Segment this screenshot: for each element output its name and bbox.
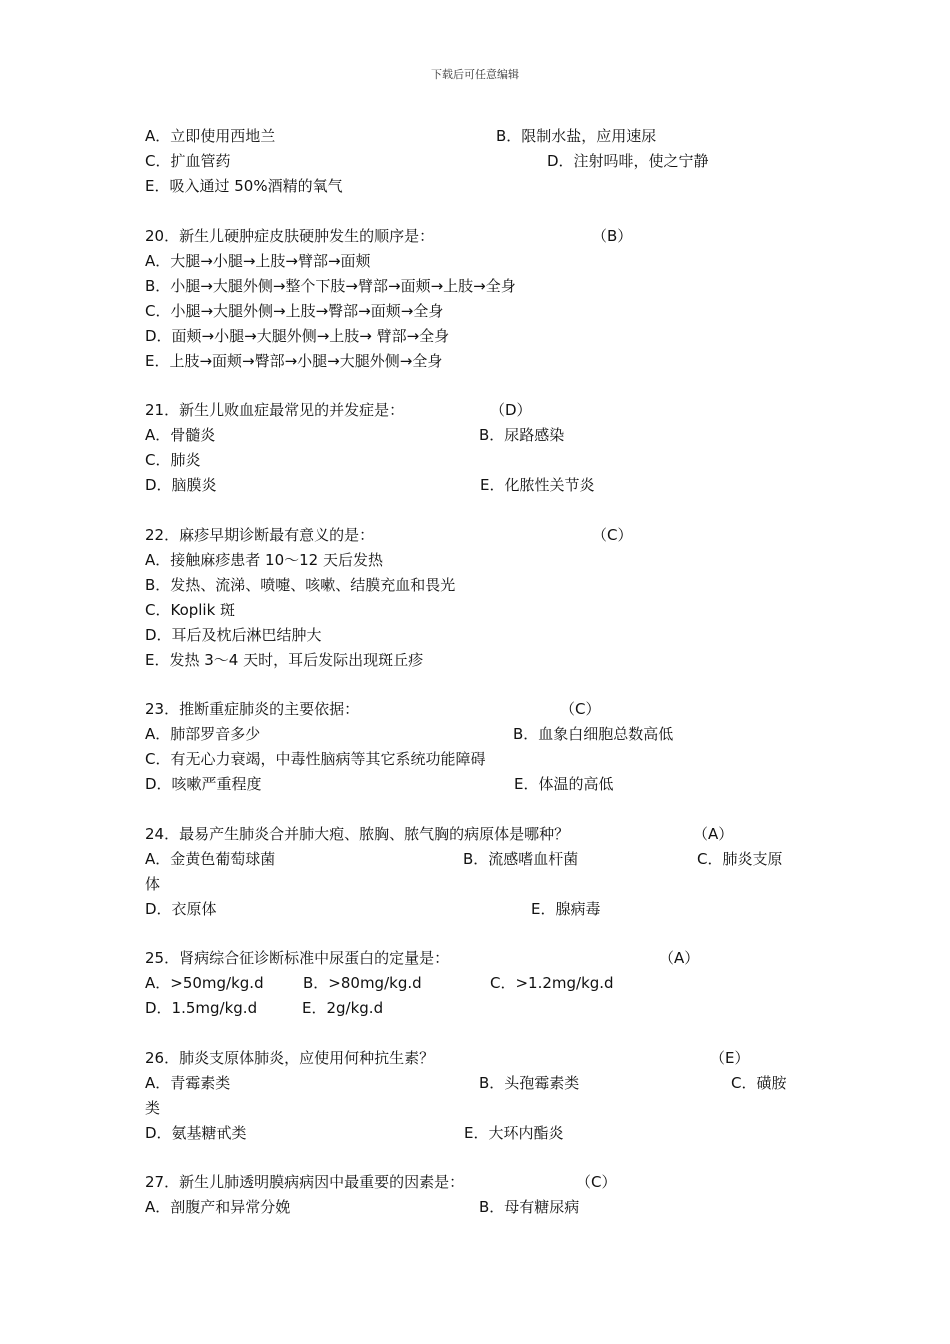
q22-answer: （C） — [592, 526, 633, 544]
q20-option-d: D．面颊→小腿→大腿外侧→上肢→ 臂部→全身 — [145, 327, 450, 345]
q24-question: 24．最易产生肺炎合并肺大疱、脓胸、脓气胸的病原体是哪种？ — [145, 825, 570, 843]
q22-question: 22．麻疹早期诊断最有意义的是： — [145, 526, 375, 544]
q22-option-b: B．发热、流涕、喷嚏、咳嗽、结膜充血和畏光 — [145, 576, 456, 594]
q27-option-a: A．剖腹产和异常分娩 — [145, 1198, 291, 1216]
q19-option-e: E．吸入通过 50%酒精的氧气 — [145, 177, 343, 195]
q26-option-c-continuation: 类 — [145, 1099, 161, 1117]
q20-option-b: B．小腿→大腿外侧→整个下肢→臂部→面颊→上肢→全身 — [145, 277, 516, 295]
q26-option-e: E．大环内酯炎 — [464, 1124, 564, 1142]
q21-option-e: E．化脓性关节炎 — [480, 476, 595, 494]
q25-answer: （A） — [659, 949, 700, 967]
q21-answer: （D） — [490, 401, 532, 419]
q20-option-a: A．大腿→小腿→上肢→臂部→面颊 — [145, 252, 371, 270]
q19-option-d: D．注射吗啡，使之宁静 — [547, 152, 709, 170]
q26-question: 26．肺炎支原体肺炎，应使用何种抗生素？ — [145, 1049, 435, 1067]
q25-option-a: A．>50mg/kg.d — [145, 974, 264, 992]
page-header: 下载后可任意编辑 — [431, 68, 519, 81]
q23-option-c: C．有无心力衰竭，中毒性脑病等其它系统功能障碍 — [145, 750, 486, 768]
q21-option-a: A．骨髓炎 — [145, 426, 216, 444]
q19-option-b: B．限制水盐，应用速尿 — [496, 127, 657, 145]
q25-option-b: B．>80mg/kg.d — [303, 974, 422, 992]
q22-option-c: C．Koplik 斑 — [145, 601, 236, 619]
q26-option-a: A．青霉素类 — [145, 1074, 231, 1092]
q26-option-c: C．磺胺 — [731, 1074, 787, 1092]
q26-option-d: D．氨基糖甙类 — [145, 1124, 247, 1142]
q23-option-d: D．咳嗽严重程度 — [145, 775, 262, 793]
q23-option-a: A．肺部罗音多少 — [145, 725, 261, 743]
q22-option-e: E．发热 3～4 天时，耳后发际出现斑丘疹 — [145, 651, 424, 669]
q25-question: 25．肾病综合征诊断标准中尿蛋白的定量是： — [145, 949, 450, 967]
q23-question: 23．推断重症肺炎的主要依据： — [145, 700, 360, 718]
q25-option-e: E．2g/kg.d — [302, 999, 384, 1017]
q20-question: 20．新生儿硬肿症皮肤硬肿发生的顺序是： — [145, 227, 435, 245]
q22-option-d: D．耳后及枕后淋巴结肿大 — [145, 626, 322, 644]
q21-option-d: D．脑膜炎 — [145, 476, 217, 494]
q27-option-b: B．母有糖尿病 — [479, 1198, 580, 1216]
q21-question: 21．新生儿败血症最常见的并发症是： — [145, 401, 405, 419]
q24-option-d: D．衣原体 — [145, 900, 217, 918]
q23-answer: （C） — [560, 700, 601, 718]
q25-option-c: C．>1.2mg/kg.d — [490, 974, 614, 992]
q24-option-e: E．腺病毒 — [531, 900, 601, 918]
q20-option-c: C．小腿→大腿外侧→上肢→臀部→面颊→全身 — [145, 302, 444, 320]
q19-option-a: A．立即使用西地兰 — [145, 127, 276, 145]
q21-option-c: C．肺炎 — [145, 451, 201, 469]
q24-option-c-continuation: 体 — [145, 875, 161, 893]
q24-answer: （A） — [693, 825, 734, 843]
q24-option-b: B．流感嗜血杆菌 — [463, 850, 579, 868]
q23-option-b: B．血象白细胞总数高低 — [513, 725, 674, 743]
q20-option-e: E．上肢→面颊→臀部→小腿→大腿外侧→全身 — [145, 352, 443, 370]
q23-option-e: E．体温的高低 — [514, 775, 614, 793]
q24-option-a: A．金黄色葡萄球菌 — [145, 850, 276, 868]
q21-option-b: B．尿路感染 — [479, 426, 565, 444]
q24-option-c: C．肺炎支原 — [697, 850, 783, 868]
q22-option-a: A．接触麻疹患者 10～12 天后发热 — [145, 551, 383, 569]
q20-answer: （B） — [592, 227, 633, 245]
q26-option-b: B．头孢霉素类 — [479, 1074, 580, 1092]
q26-answer: （E） — [710, 1049, 750, 1067]
q27-question: 27．新生儿肺透明膜病病因中最重要的因素是： — [145, 1173, 465, 1191]
q25-option-d: D．1.5mg/kg.d — [145, 999, 258, 1017]
q27-answer: （C） — [576, 1173, 617, 1191]
q19-option-c: C．扩血管药 — [145, 152, 231, 170]
